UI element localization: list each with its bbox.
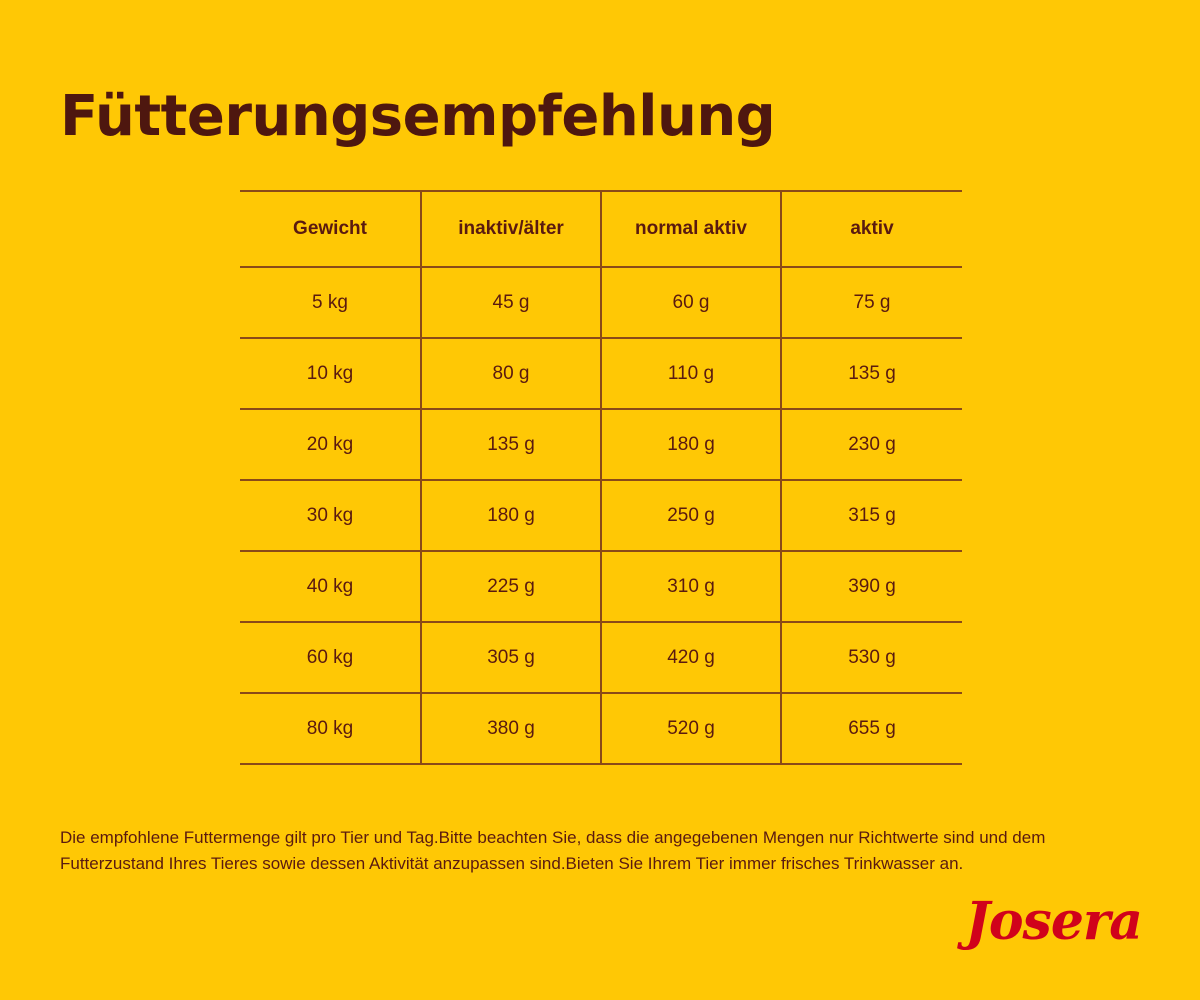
table-body <box>240 267 962 764</box>
table-row <box>240 480 962 551</box>
cell-active: 135 g <box>781 338 962 409</box>
cell-active: 230 g <box>781 409 962 480</box>
table-row <box>240 551 962 622</box>
cell-weight: 10 kg <box>240 338 421 409</box>
cell-normal-active: 60 g <box>601 267 781 338</box>
feeding-note: Die empfohlene Futtermenge gilt pro Tier und Tag.Bitte beachten Sie, dass die angegebenen Mengen nur Richtwerte sind und dem Futterzustand Ihres Tieres sowie dessen Aktivität anzupassen sind.Bieten Sie Ihrem Tier immer frisches Trinkwasser an. <box>60 828 1046 874</box>
cell-active: 530 g <box>781 622 962 693</box>
cell-weight: 80 kg <box>240 693 421 764</box>
cell-normal-active: 310 g <box>601 551 781 622</box>
cell-normal-active: 420 g <box>601 622 781 693</box>
column-header-weight: Gewicht <box>240 191 421 267</box>
cell-inactive: 225 g <box>421 551 601 622</box>
cell-normal-active: 180 g <box>601 409 781 480</box>
cell-active: 655 g <box>781 693 962 764</box>
column-header-active: aktiv <box>781 191 962 267</box>
column-header-normal-active: normal aktiv <box>601 191 781 267</box>
cell-inactive: 135 g <box>421 409 601 480</box>
cell-inactive: 80 g <box>421 338 601 409</box>
cell-weight: 60 kg <box>240 622 421 693</box>
cell-normal-active: 110 g <box>601 338 781 409</box>
cell-normal-active: 250 g <box>601 480 781 551</box>
table-row <box>240 622 962 693</box>
cell-inactive: 380 g <box>421 693 601 764</box>
table-row <box>240 693 962 764</box>
column-header-inactive: inaktiv/älter <box>421 191 601 267</box>
feeding-table-container <box>240 190 962 765</box>
cell-weight: 40 kg <box>240 551 421 622</box>
cell-active: 315 g <box>781 480 962 551</box>
feeding-table <box>240 190 962 765</box>
table-row <box>240 338 962 409</box>
cell-inactive: 305 g <box>421 622 601 693</box>
cell-weight: 20 kg <box>240 409 421 480</box>
brand-logo: Josera <box>965 891 1142 952</box>
cell-normal-active: 520 g <box>601 693 781 764</box>
cell-weight: 30 kg <box>240 480 421 551</box>
page-title: Fütterungsempfehlung <box>60 83 776 149</box>
cell-weight: 5 kg <box>240 267 421 338</box>
table-header <box>240 191 962 267</box>
cell-inactive: 180 g <box>421 480 601 551</box>
cell-active: 390 g <box>781 551 962 622</box>
table-row <box>240 409 962 480</box>
table-header-row <box>240 191 962 267</box>
table-row <box>240 267 962 338</box>
cell-active: 75 g <box>781 267 962 338</box>
cell-inactive: 45 g <box>421 267 601 338</box>
